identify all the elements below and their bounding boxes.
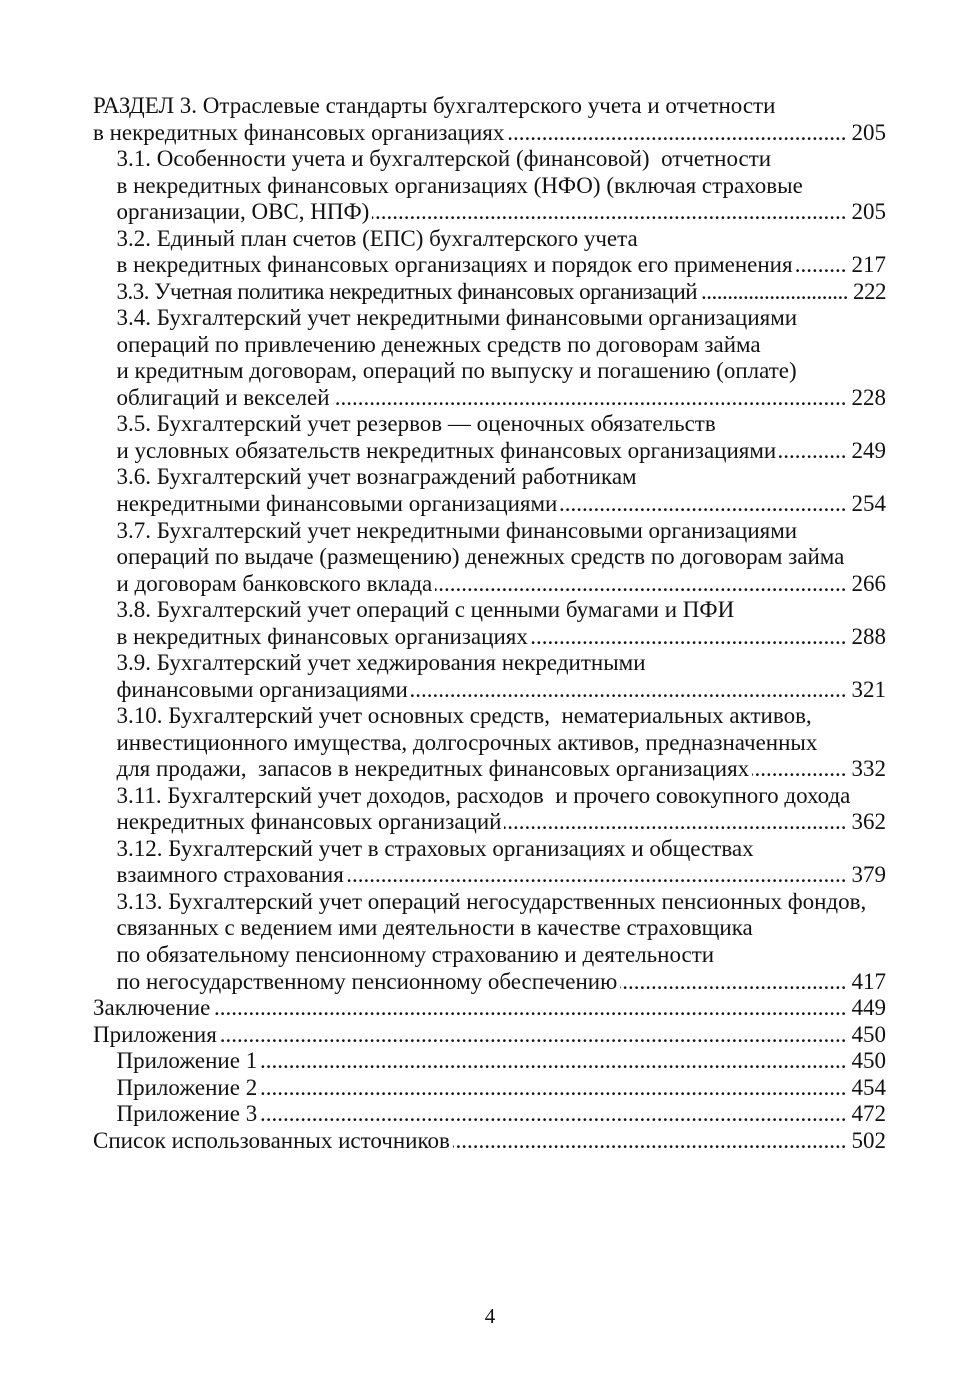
toc-entry bbox=[93, 836, 886, 889]
toc-entry-line bbox=[93, 677, 886, 704]
toc-entry-line bbox=[93, 809, 886, 836]
toc-entry bbox=[93, 783, 886, 836]
dot-leader bbox=[560, 491, 846, 518]
dot-leader bbox=[260, 1048, 846, 1075]
toc-entry-line bbox=[93, 1075, 886, 1102]
toc-entry-text: 3.8. Бухгалтерский учет операций с ценными бумагами и ПФИ bbox=[116, 597, 735, 623]
toc-entry-line bbox=[93, 332, 886, 359]
toc-entry-text: 3.11. Бухгалтерский учет доходов, расходов и прочего совокупного дохода bbox=[116, 782, 851, 808]
dot-leader bbox=[347, 862, 847, 889]
toc-page-number: 249 bbox=[851, 437, 886, 463]
toc-entry-line bbox=[93, 1101, 886, 1128]
toc-entry-line bbox=[93, 305, 886, 332]
toc-entry bbox=[93, 703, 886, 783]
dot-leader bbox=[752, 756, 846, 783]
toc-entry-line bbox=[93, 650, 886, 677]
toc-page-number: 449 bbox=[851, 995, 886, 1021]
toc-entry bbox=[93, 1022, 886, 1049]
toc-entry-text: финансовыми организациями bbox=[116, 676, 408, 702]
toc-page-number: 266 bbox=[851, 570, 886, 596]
toc-entry-line bbox=[93, 1022, 886, 1049]
toc-entry-text: Заключение bbox=[93, 995, 211, 1021]
toc-entry-text: связанных с ведением ими деятельности в качестве страховщика bbox=[116, 915, 753, 941]
toc-entry-line bbox=[93, 571, 886, 598]
toc-entry-text: 3.1. Особенности учета и бухгалтерской (финансовой) отчетности bbox=[116, 146, 772, 172]
toc-entry-text: облигаций и векселей bbox=[116, 384, 330, 410]
toc-page-number: 205 bbox=[851, 119, 886, 145]
toc-entry-text: Приложения bbox=[93, 1021, 217, 1047]
toc-entry-line bbox=[93, 1048, 886, 1075]
toc-page-number: 217 bbox=[851, 252, 886, 278]
toc-entry bbox=[93, 1075, 886, 1102]
toc-entry-line bbox=[93, 597, 886, 624]
toc-entry-line bbox=[93, 624, 886, 651]
toc-entry-text: и договорам банковского вклада bbox=[116, 570, 433, 596]
toc-entry bbox=[93, 1128, 886, 1155]
toc-entry-text: 3.12. Бухгалтерский учет в страховых организациях и обществах bbox=[116, 835, 754, 861]
dot-leader bbox=[504, 809, 846, 836]
toc-entry bbox=[93, 1101, 886, 1128]
toc-page-number: 288 bbox=[851, 623, 886, 649]
toc-entry-text: РАЗДЕЛ 3. Отраслевые стандарты бухгалтерского учета и отчетности bbox=[93, 93, 776, 118]
toc-entry-text: в некредитных финансовых организациях bbox=[93, 119, 505, 145]
toc-page-number: 450 bbox=[851, 1021, 886, 1047]
dot-leader bbox=[779, 438, 846, 465]
toc-entry-line bbox=[93, 358, 886, 385]
toc-entry-line bbox=[93, 783, 886, 810]
toc-entry bbox=[93, 995, 886, 1022]
toc-entry-text: некредитных финансовых организаций bbox=[116, 809, 502, 835]
toc-entry-line bbox=[93, 518, 886, 545]
toc-entry-text: в некредитных финансовых организациях и порядок его применения bbox=[116, 252, 793, 278]
toc-entry-text: 3.4. Бухгалтерский учет некредитными финансовыми организациями bbox=[116, 305, 798, 331]
toc-entry-text: по негосударственному пенсионному обеспечению bbox=[116, 968, 618, 994]
dot-leader bbox=[435, 571, 846, 598]
dot-leader bbox=[213, 995, 846, 1022]
toc-entry-text: 3.9. Бухгалтерский учет хеджирования некредитными bbox=[116, 650, 646, 676]
toc-entry-text: и условных обязательств некредитных финансовых организациями bbox=[116, 437, 777, 463]
toc-entry-line bbox=[93, 411, 886, 438]
toc-entry-text: и кредитным договорам, операций по выпуску и погашению (оплате) bbox=[116, 358, 797, 384]
toc-entry-line bbox=[93, 942, 886, 969]
dot-leader bbox=[507, 120, 846, 147]
toc-entry bbox=[93, 464, 886, 517]
dot-leader bbox=[620, 969, 846, 996]
toc-entry bbox=[93, 279, 886, 306]
toc-page-number: 502 bbox=[851, 1127, 886, 1153]
toc-entry bbox=[93, 411, 886, 464]
toc-entry-text: организации, ОВС, НПФ) bbox=[116, 199, 370, 225]
toc-entry bbox=[93, 226, 886, 279]
toc-entry-text: Приложение 3 bbox=[116, 1101, 258, 1127]
toc-entry-text: инвестиционного имущества, долгосрочных активов, предназначенных bbox=[116, 729, 818, 755]
toc-entry-text: 3.7. Бухгалтерский учет некредитными финансовыми организациями bbox=[116, 517, 798, 543]
toc-entry-line bbox=[93, 995, 886, 1022]
toc-entry-line bbox=[93, 226, 886, 253]
toc-page-number: 205 bbox=[851, 199, 886, 225]
toc-entry-line bbox=[93, 969, 886, 996]
toc-entry-text: Приложение 2 bbox=[116, 1074, 258, 1100]
toc-entry-line bbox=[93, 146, 886, 173]
toc-entry-line bbox=[93, 862, 886, 889]
toc-page-number: 454 bbox=[851, 1074, 886, 1100]
table-of-contents bbox=[93, 93, 886, 1154]
toc-entry-line bbox=[93, 93, 886, 120]
toc-entry-line bbox=[93, 173, 886, 200]
toc-entry-text: 3.5. Бухгалтерский учет резервов — оценочных обязательств bbox=[116, 411, 716, 437]
toc-entry-line bbox=[93, 385, 886, 412]
dot-leader bbox=[260, 1075, 846, 1102]
toc-entry-line bbox=[93, 252, 886, 279]
dot-leader bbox=[796, 252, 847, 279]
toc-entry-text: 3.2. Единый план счетов (ЕПС) бухгалтерского учета bbox=[116, 225, 638, 251]
dot-leader bbox=[453, 1128, 847, 1155]
toc-entry-text: в некредитных финансовых организациях bbox=[116, 623, 528, 649]
toc-page-number: 472 bbox=[851, 1101, 886, 1127]
dot-leader bbox=[411, 677, 847, 704]
toc-entry-text: по обязательному пенсионному страхованию и деятельности bbox=[116, 942, 715, 967]
toc-entry-text: взаимного страхования bbox=[116, 862, 344, 888]
toc-entry-line bbox=[93, 491, 886, 518]
toc-page-number: 222 bbox=[853, 278, 886, 304]
toc-entry-text: 3.3. Учетная политика некредитных финансовых организаций bbox=[116, 278, 698, 304]
toc-page-number: 228 bbox=[851, 384, 886, 410]
toc-entry-text: Приложение 1 bbox=[116, 1048, 258, 1074]
toc-page-number: 450 bbox=[851, 1048, 886, 1074]
toc-entry-text: операций по привлечению денежных средств по договорам займа bbox=[116, 331, 761, 357]
dot-leader bbox=[531, 624, 847, 651]
toc-page-number: 379 bbox=[851, 862, 886, 888]
toc-entry-line bbox=[93, 756, 886, 783]
toc-entry-line bbox=[93, 836, 886, 863]
page-number: 4 bbox=[484, 1304, 496, 1328]
toc-entry-line bbox=[93, 464, 886, 491]
toc-page-number: 254 bbox=[851, 490, 886, 516]
toc-entry-line bbox=[93, 544, 886, 571]
toc-entry-line bbox=[93, 703, 886, 730]
toc-entry-text: 3.6. Бухгалтерский учет вознаграждений работникам bbox=[116, 464, 637, 490]
toc-page-number: 417 bbox=[851, 968, 886, 994]
dot-leader bbox=[260, 1101, 846, 1128]
toc-entry-text: 3.10. Бухгалтерский учет основных средств, нематериальных активов, bbox=[116, 703, 812, 729]
toc-entry bbox=[93, 93, 886, 146]
toc-entry bbox=[93, 1048, 886, 1075]
toc-entry-text: в некредитных финансовых организациях (НФО) (включая страховые bbox=[116, 172, 803, 198]
toc-page-number: 362 bbox=[851, 809, 886, 835]
dot-leader bbox=[700, 279, 848, 306]
dot-leader bbox=[220, 1022, 847, 1049]
toc-entry-text: для продажи, запасов в некредитных финансовых организациях bbox=[116, 756, 750, 782]
toc-entry-line bbox=[93, 199, 886, 226]
toc-entry bbox=[93, 305, 886, 411]
toc-entry bbox=[93, 597, 886, 650]
toc-entry-line bbox=[93, 730, 886, 757]
dot-leader bbox=[372, 199, 846, 226]
toc-entry-line bbox=[93, 1128, 886, 1155]
toc-page-number: 332 bbox=[851, 756, 886, 782]
toc-entry-text: 3.13. Бухгалтерский учет операций негосударственных пенсионных фондов, bbox=[116, 888, 867, 914]
toc-entry bbox=[93, 146, 886, 226]
toc-entry bbox=[93, 889, 886, 995]
toc-entry-line bbox=[93, 438, 886, 465]
toc-entry-line bbox=[93, 120, 886, 147]
toc-entry-line bbox=[93, 279, 886, 306]
dot-leader bbox=[333, 385, 847, 412]
toc-entry bbox=[93, 650, 886, 703]
toc-page-number: 321 bbox=[851, 676, 886, 702]
toc-entry-line bbox=[93, 915, 886, 942]
toc-entry-text: некредитными финансовыми организациями bbox=[116, 490, 558, 516]
toc-entry-text: Список использованных источников bbox=[93, 1127, 450, 1153]
toc-entry-text: операций по выдаче (размещению) денежных средств по договорам займа bbox=[116, 544, 845, 570]
toc-entry-line bbox=[93, 889, 886, 916]
toc-entry bbox=[93, 518, 886, 598]
